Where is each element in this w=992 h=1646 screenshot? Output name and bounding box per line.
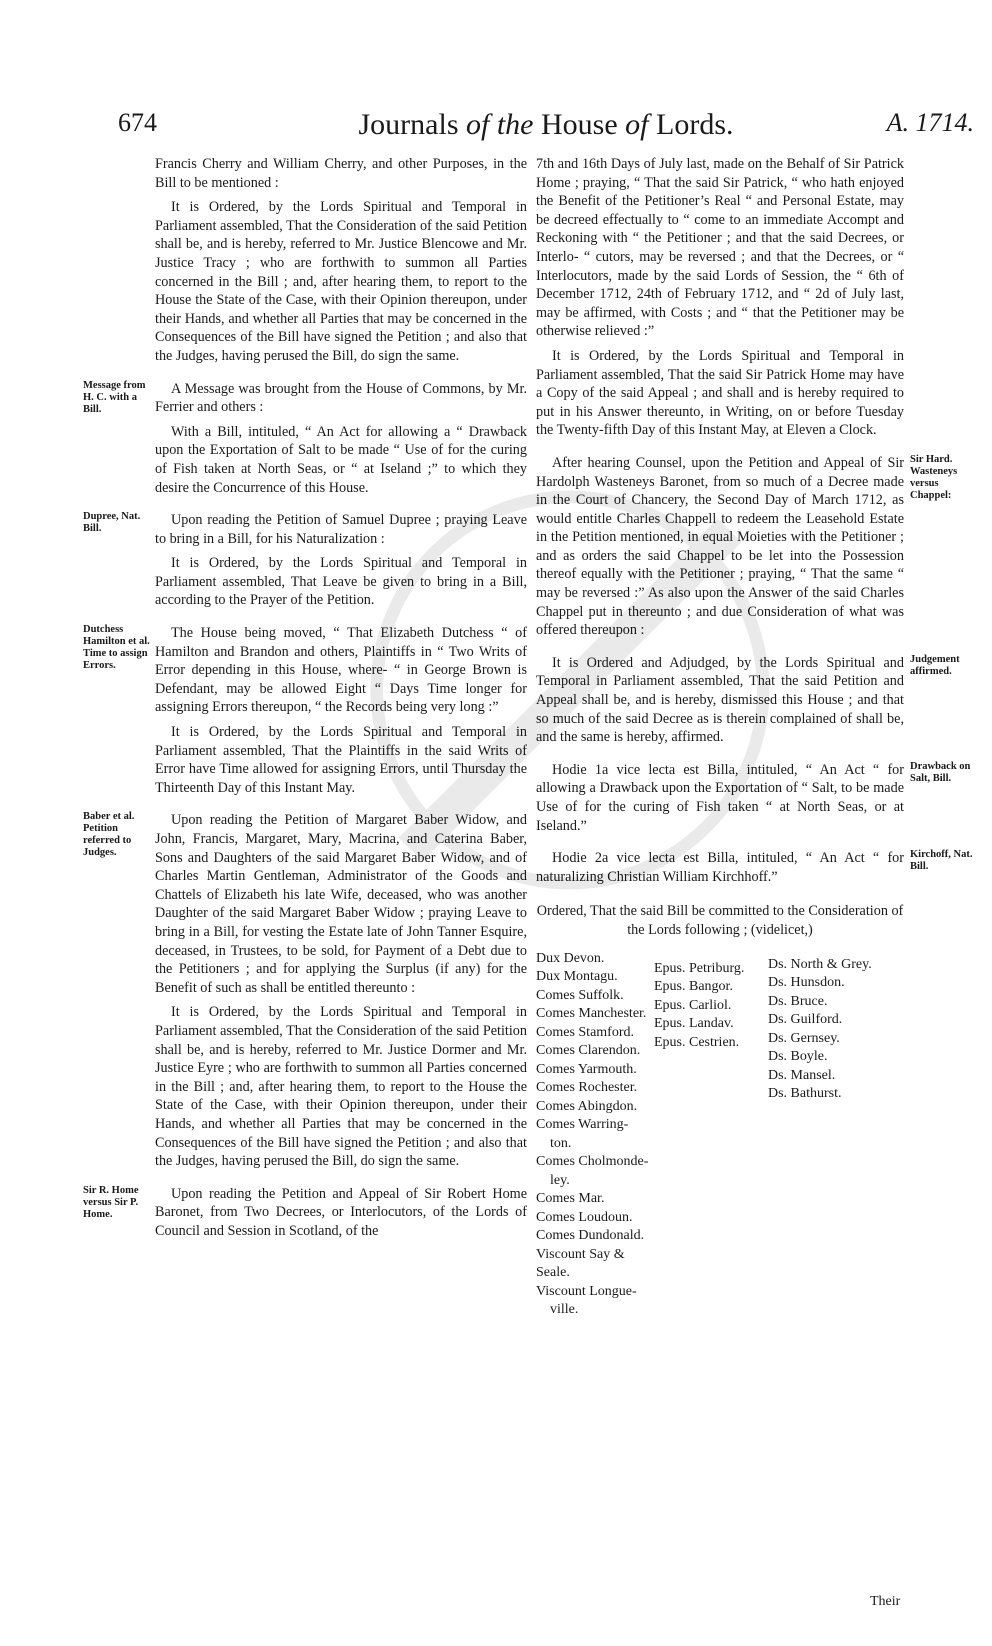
lord-name: Viscount Longue-: [536, 1283, 637, 1299]
marginal-note: Kirchoff, Nat. Bill.: [910, 849, 973, 873]
paragraph: Hodie 1a vice lecta est Billa, intituled, “ An Act “ for allowing a Drawback upon the Exportation of “ Salt, to be made Use of for the curing of Fish taken “ at North Seas, or at Iseland.”: [536, 761, 904, 834]
lord-name: Comes Abingdon.: [536, 1098, 638, 1114]
lord-name: Dux Montagu.: [536, 969, 618, 985]
marginal-note: Sir Hard. Wasteneys versus Chappel:: [910, 453, 958, 501]
title-word: of the: [466, 108, 534, 141]
right-column: [536, 155, 973, 1318]
page-number: 674: [118, 108, 157, 137]
lord-name: Epus. Carliol.: [654, 997, 732, 1013]
lord-name: Comes Suffolk.: [536, 987, 624, 1003]
paragraph: With a Bill, intituled, “ An Act for allowing a “ Drawback upon the Exportation of Salt to be made “ Use of for the curing of Fish taken at North Seas, or “ at Iseland ;” to which they desire the Concurrence of this House.: [155, 423, 527, 496]
lord-name: Epus. Bangor.: [654, 979, 733, 995]
committee-order: Ordered, That the said Bill be committed to the Consideration of the Lords following ; (videlicet,): [536, 903, 904, 938]
lord-name: Comes Clarendon.: [536, 1043, 641, 1059]
marginal-note: Baber et al. Petition referred to Judges.: [83, 811, 135, 859]
title-word: Journals: [358, 108, 459, 141]
marginal-note: Message from H. C. with a Bill.: [83, 379, 146, 415]
lord-name: ville.: [550, 1302, 579, 1318]
lord-name: Epus. Petriburg.: [654, 960, 745, 976]
lord-name: Comes Mar.: [536, 1191, 605, 1207]
paragraph: It is Ordered, by the Lords Spiritual and Temporal in Parliament assembled, That the Consideration of the said Petition shall be, and is hereby, referred to Mr. Justice Blencowe and Mr. Justice Tracy ; who are forthwith to summon all Parties concerned in the Bill ; and, after hearing them, to report to the House the State of the Case, with their Opinion thereupon, under their Hands, and whether all Parties that may be concerned in the Consequences of the Bill have signed the Petition ; and also that the Judges, having perused the Bill, do sign the same.: [155, 199, 527, 364]
lord-name: Ds. Boyle.: [768, 1049, 828, 1065]
lord-name: Comes Manchester.: [536, 1006, 647, 1022]
marginal-note: Dutchess Hamilton et al. Time to assign Errors.: [83, 624, 150, 672]
entry-hamilton: [83, 624, 527, 797]
lord-name: Comes Cholmonde-: [536, 1154, 649, 1170]
running-title: [118, 108, 974, 142]
right-column-entries: [536, 155, 973, 886]
entry-kirchhoff: [536, 849, 973, 886]
marginal-note: Sir R. Home versus Sir P. Home.: [83, 1184, 139, 1220]
lord-name: Comes Stamford.: [536, 1024, 634, 1040]
paragraph: Francis Cherry and William Cherry, and other Purposes, in the Bill to be mentioned :: [155, 156, 527, 191]
page-header: [118, 108, 974, 148]
entry-wasteneys: [536, 453, 958, 640]
lord-name: ton.: [550, 1135, 572, 1151]
lords-column-bishops: [654, 960, 744, 1053]
lords-column-barons: [768, 956, 872, 1104]
paragraph: It is Ordered, by the Lords Spiritual and Temporal in Parliament assembled, That the Consideration of the said Petition shall be, and is hereby, referred to Mr. Justice Dormer and Mr. Justice Eyre ; who are forthwith to summon all Parties concerned in the Bill ; and, after hearing them, to report to the House the State of the Case, with their Opinion thereupon, under their Hands, and whether all Parties that may be concerned in the Consequences of the Bill have signed the Petition ; and also that the Judges, having perused the Bill, do sign the same.: [155, 1004, 527, 1170]
catchword: Their: [870, 1594, 901, 1609]
committee-lords: [536, 950, 904, 1318]
entry-cherry: [155, 155, 527, 366]
lords-column-temporal: [536, 950, 648, 1320]
lord-name: Ds. Hunsdon.: [768, 975, 845, 991]
lord-name: Ds. Gernsey.: [768, 1030, 840, 1046]
lord-name: Comes Warring-: [536, 1117, 629, 1133]
entry-baber: [83, 811, 527, 1170]
entry-drawback: [536, 760, 971, 835]
entry-dupree: [83, 511, 527, 610]
lord-name: Viscount Say &: [536, 1246, 625, 1262]
lord-name: Comes Loudoun.: [536, 1209, 633, 1225]
entry-home-cont: [536, 155, 904, 440]
paragraph: After hearing Counsel, upon the Petition and Appeal of Sir Hardolph Wasteneys Baronet, from so much of a Decree made in the Court of Chancery, the Second Day of March 1712, as would entitle Charles Chappell to redeem the Leasehold Estate in the Petition mentioned, in equal Moieties with the Petitioner ; and as orders the said Chappel to be let into the Possession thereof equally with the Petitioner ; praying, “ That the same “ may be reversed :” As also upon the Answer of the said Charles Chappel put in thereunto ; and due Consideration of what was offered thereupon :: [536, 454, 904, 639]
lord-name: Epus. Landav.: [654, 1016, 734, 1032]
paragraph: Upon reading the Petition of Margaret Baber Widow, and John, Francis, Margaret, Mary, Macrina, and Caterina Baber, Sons and Daughters of the said Margaret Baber Widow, and of Charles Martin Gentleman, Administrator of the Goods and Chattels of Elizabeth his late Wife, deceased, who was another Daughter of the said Margaret Baber Widow ; praying Leave to bring in a Bill, for vesting the Estate late of John Tanner Esquire, deceased, in Trustees, to be sold, for Payment of a Debt due to the Petitioners ; and for applying the Surplus (if any) for the Benefit of such as shall be entitled thereunto :: [155, 812, 527, 996]
lord-name: Ds. Guilford.: [768, 1012, 843, 1028]
entry-home: [83, 1184, 527, 1241]
paragraph: It is Ordered, by the Lords Spiritual and Temporal in Parliament assembled, That the Plaintiffs in the said Writs of Error have Time allowed for assigning Errors, until Thursday the Thirteenth Day of this Instant May.: [155, 724, 527, 796]
entry-judgement: [536, 653, 960, 747]
title-word: House: [541, 108, 618, 141]
paragraph: Upon reading the Petition and Appeal of Sir Robert Home Baronet, from Two Decrees, or Interlocutors, of the Lords of Council and Session in Scotland, of the: [155, 1185, 527, 1239]
paragraph: 7th and 16th Days of July last, made on the Behalf of Sir Patrick Home ; praying, “ That the said Sir Patrick, “ who hath enjoyed the Benefit of the Petitioner’s Real “ and Personal Estate, may be decreed effectually to “ come to an immediate Accompt and Reckoning with “ the Petitioner ; and that the said Decrees, or Interlo- “ cutors, may be reversed ; and that the Decrees, or “ Interlocutors, made by the said Lords of Session, the “ 6th of December 1712, 24th of February 1712, and “ 2d of July last, may be affirmed, with Costs ; and “ that the Petitioner may be otherwise relieved :”: [536, 156, 904, 340]
left-column: [83, 155, 527, 1246]
lord-name: Ds. North & Grey.: [768, 956, 872, 972]
lord-name: Seale.: [536, 1265, 570, 1281]
title-word: Lords.: [656, 108, 734, 141]
lord-name: Comes Rochester.: [536, 1080, 638, 1096]
lord-name: ley.: [550, 1172, 570, 1188]
lord-name: Epus. Cestrien.: [654, 1034, 740, 1050]
paragraph: The House being moved, “ That Elizabeth Dutchess “ of Hamilton and Brandon and others, Plaintiffs in “ Two Writs of Error depending in this House, where- “ in George Brown is Defendant, may be allowed Eight “ Days Time longer for assigning Errors thereupon, “ the Records being very long :”: [155, 625, 527, 716]
lord-name: Ds. Mansel.: [768, 1067, 836, 1083]
year: A. 1714.: [886, 108, 974, 137]
marginal-note: Judgement affirmed.: [910, 653, 960, 677]
lord-name: Comes Yarmouth.: [536, 1061, 637, 1077]
lord-name: Comes Dundonald.: [536, 1228, 645, 1244]
paragraph: Upon reading the Petition of Samuel Dupree ; praying Leave to bring in a Bill, for his Naturalization :: [155, 512, 527, 547]
paragraph: Hodie 2a vice lecta est Billa, intituled, “ An Act “ for naturalizing Christian William Kirchhoff.”: [536, 850, 904, 885]
entry-message: [83, 379, 527, 498]
title-word: of: [625, 108, 649, 141]
marginal-note: Drawback on Salt, Bill.: [910, 760, 971, 784]
marginal-note: Dupree, Nat. Bill.: [83, 511, 141, 535]
paragraph: It is Ordered, by the Lords Spiritual and Temporal in Parliament assembled, That Leave be given to bring in a Bill, according to the Prayer of the Petition.: [155, 555, 527, 609]
paragraph: It is Ordered, by the Lords Spiritual and Temporal in Parliament assembled, That the said Sir Patrick Home may have a Copy of the said Appeal ; and shall and is hereby required to put in his Answer thereunto, in Writing, on or before Tuesday the Twenty-fifth Day of this Instant May, at Eleven a Clock.: [536, 347, 904, 439]
paragraph: It is Ordered and Adjudged, by the Lords Spiritual and Temporal in Parliament assembled, That the said Petition and Appeal shall be, and is hereby, dismissed this House ; and that so much of the said Decree as is therein complained of shall be, and the same is hereby, affirmed.: [536, 654, 904, 746]
lord-name: Dux Devon.: [536, 950, 605, 966]
lord-name: Ds. Bruce.: [768, 993, 828, 1009]
paragraph: A Message was brought from the House of Commons, by Mr. Ferrier and others :: [155, 380, 527, 416]
lord-name: Ds. Bathurst.: [768, 1086, 842, 1102]
